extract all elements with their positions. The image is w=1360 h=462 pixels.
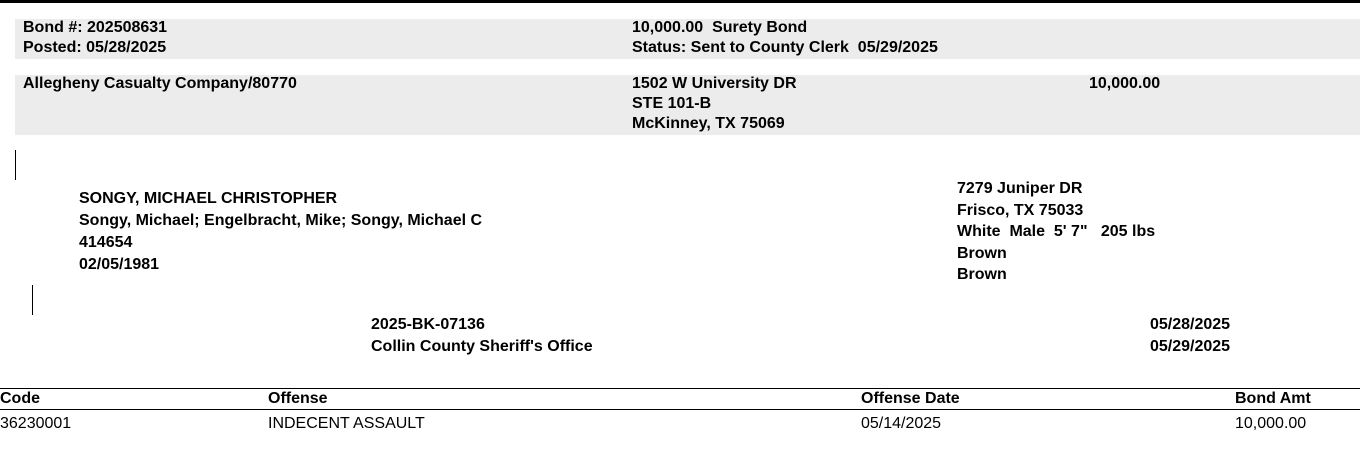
defendant-info [79,188,482,276]
header-code: Code [0,390,40,407]
defendant-hair: Brown [957,244,1007,262]
defendant-eyes: Brown [957,266,1007,283]
booking-info [371,314,593,358]
booking-agency: Collin County Sheriff's Office [371,338,593,355]
defendant-address-line1: 7279 Juniper DR [957,180,1083,197]
surety-address-line1: 1502 W University DR [632,75,797,92]
booking-date-2: 05/29/2025 [1150,338,1231,355]
defendant-name: SONGY, MICHAEL CHRISTOPHER [79,190,338,207]
defendant-descriptors: White Male 5' 7" 205 lbs [957,223,1156,240]
row-offense: INDECENT ASSAULT [268,415,425,432]
surety-amount: 10,000.00 [1089,75,1161,92]
surety-company: Allegheny Casualty Company/80770 [23,75,297,92]
bond-status: Status: Sent to County Clerk 05/29/2025 [632,39,938,56]
booking-dates [1150,314,1230,358]
defendant-id: 414654 [79,234,133,251]
defendant-aliases: Songy, Michael; Engelbracht, Mike; Songy, Michael C [79,212,483,229]
surety-address [632,74,797,134]
defendant-dob: 02/05/1981 [79,256,160,273]
bond-amount-type: 10,000.00 Surety Bond [632,19,808,36]
bond-number: Bond #: 202508631 [23,19,168,36]
surety-address-line3: McKinney, TX 75069 [632,115,785,132]
header-offense: Offense [268,390,328,407]
booking-date-1: 05/28/2025 [1150,316,1231,333]
bond-status-info [632,18,938,58]
text-cursor [15,150,16,180]
posted-date: Posted: 05/28/2025 [23,39,167,56]
row-code: 36230001 [0,415,72,432]
surety-address-line2: STE 101-B [632,95,712,112]
text-cursor [32,285,33,315]
header-bond-amt: Bond Amt [1235,390,1311,407]
defendant-address-line2: Frisco, TX 75033 [957,201,1084,219]
table-top-rule [0,388,1360,389]
top-rule [0,0,1360,3]
row-offense-date: 05/14/2025 [861,415,942,432]
bond-info [23,18,167,58]
header-offense-date: Offense Date [861,390,960,407]
booking-number: 2025-BK-07136 [371,316,485,333]
row-bond-amt: 10,000.00 [1235,415,1307,432]
defendant-details [957,178,1155,286]
table-header-rule [0,409,1360,410]
